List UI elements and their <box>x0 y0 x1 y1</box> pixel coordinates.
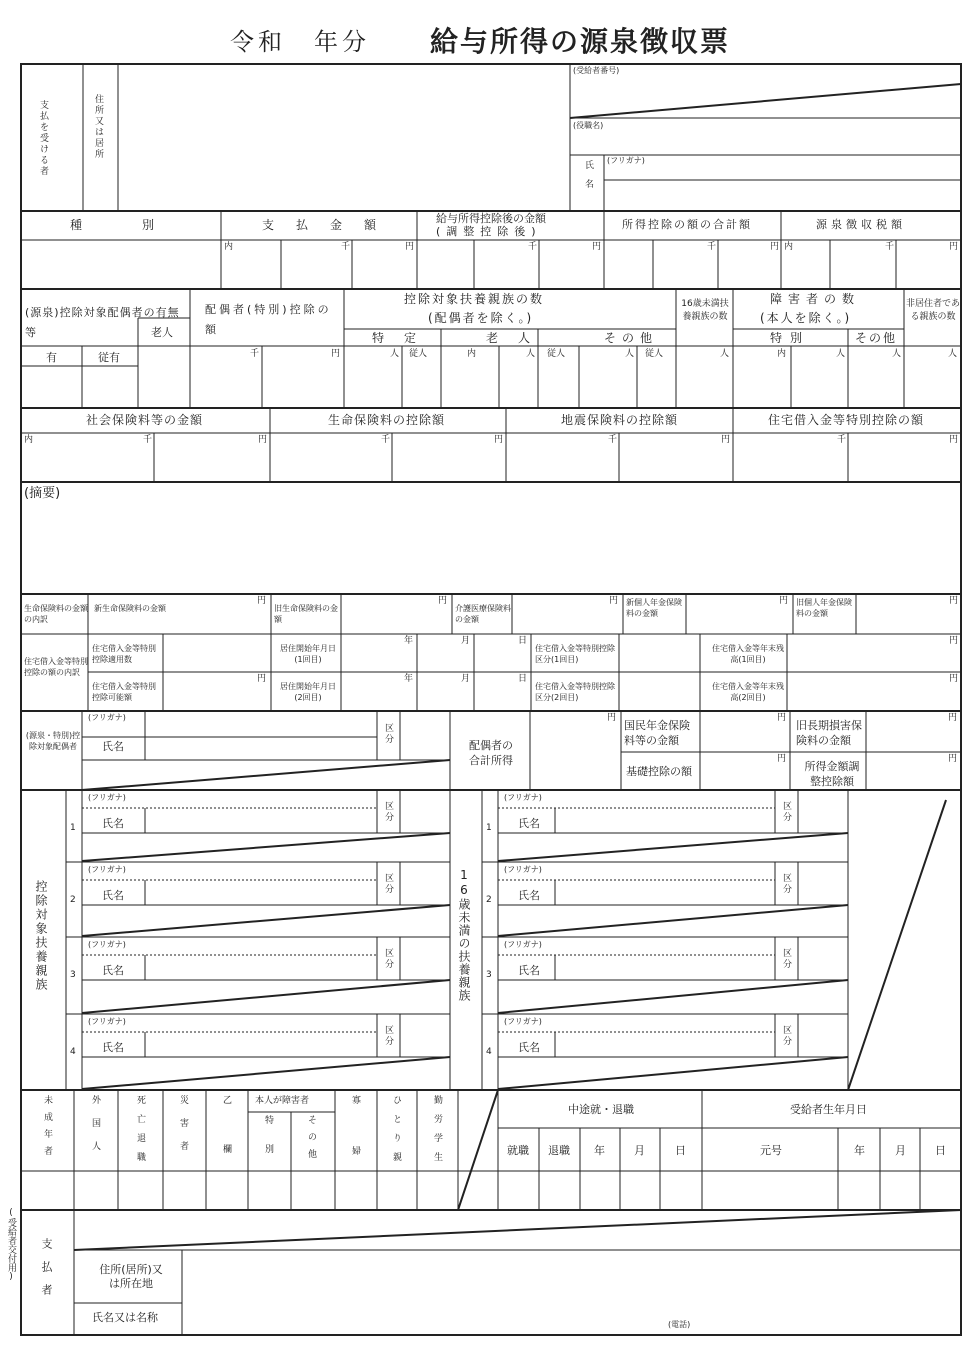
unit-person: 人 <box>526 349 536 359</box>
unit-yen: 円 <box>949 596 959 606</box>
dependent-name-label: 氏名 <box>102 1041 124 1054</box>
dependent-kubun-label: 区分 <box>383 801 393 823</box>
old-pension-label: 旧個人年金保険料の金額 <box>796 598 852 618</box>
life-insurance-header: 生命保険料の控除額 <box>328 413 446 427</box>
unit-yen: 円 <box>721 435 731 445</box>
income-adjust-label: 所得金額調整控除額 <box>804 760 860 788</box>
unit-yen: 円 <box>258 435 268 445</box>
dependents-sub: (配偶者を除く。) <box>428 311 534 325</box>
national-pension-label: 国民年金保険料等の金額 <box>624 719 690 747</box>
flag-death-retire: 死亡退職 <box>135 1095 145 1171</box>
dependents-other: その他 <box>604 331 659 345</box>
midyear-employed: 就職 <box>507 1144 529 1157</box>
recipient-number-label: (受給者番号) <box>573 66 620 75</box>
disabled-special: 特別 <box>770 331 811 345</box>
dependent-furigana-label: (フリガナ) <box>88 793 126 802</box>
dependent-furigana-label: (フリガナ) <box>504 1017 542 1026</box>
care-insurance-label: 介護医療保険料の金額 <box>455 604 511 624</box>
unit-month: 月 <box>461 674 471 684</box>
unit-person: 人 <box>625 349 635 359</box>
unit-thousand: 千 <box>381 435 391 445</box>
recipient-address-label: 住所又は居所 <box>93 94 103 160</box>
dependent-furigana-label: (フリガナ) <box>88 940 126 949</box>
payer-name-label: 氏名又は名称 <box>92 1311 158 1324</box>
dependent-kubun-label: 区分 <box>383 1025 393 1047</box>
payment-header: 支払金額 <box>262 218 399 232</box>
housing-detail-label: 住宅借入金等特別控除の額の内訳 <box>24 657 88 677</box>
form-title: 給与所得の源泉徴収票 <box>430 25 731 58</box>
recipient-furigana-label: (フリガナ) <box>607 156 645 165</box>
unit-dependent: 従人 <box>409 349 428 359</box>
dependent-name-label: 氏名 <box>102 817 124 830</box>
unit-yen: 円 <box>777 713 787 723</box>
unit-person: 人 <box>892 349 902 359</box>
flag-disabled-special: 特別 <box>263 1115 273 1173</box>
dependent-name-label: 氏名 <box>518 1041 540 1054</box>
unit-inner: 内 <box>24 435 34 445</box>
midyear-month: 月 <box>634 1144 645 1157</box>
dependent-kubun-label: 区分 <box>383 948 393 970</box>
housing-start1-label: 居住開始年月日(1回目) <box>280 644 336 664</box>
spouse-furigana-label: (フリガナ) <box>88 713 126 722</box>
kind-header: 種別 <box>70 218 215 232</box>
old-life-label: 旧生命保険料の金額 <box>274 604 338 624</box>
housing-balance2-label: 住宅借入金等年末残高(2回目) <box>712 682 784 702</box>
unit-month: 月 <box>461 636 471 646</box>
withholding-header: 源泉徴収税額 <box>816 218 906 231</box>
unit-year: 年 <box>404 636 414 646</box>
dependent-name-label: 氏名 <box>518 889 540 902</box>
unit-yen: 円 <box>770 242 780 252</box>
under16-row-number: 4 <box>486 1047 492 1057</box>
under16-row-number: 3 <box>486 970 492 980</box>
spouse-detail-label: (源泉・特別)控除対象配偶者 <box>25 731 81 751</box>
unit-yen: 円 <box>949 242 959 252</box>
midyear-year: 年 <box>594 1144 605 1157</box>
dependent-row-number: 4 <box>70 1047 76 1057</box>
total-deduction-header: 所得控除の額の合計額 <box>622 218 752 231</box>
disabled-other: その他 <box>855 331 898 345</box>
unit-day: 日 <box>518 674 528 684</box>
dependents-elderly: 老人 <box>486 331 551 345</box>
unit-thousand: 千 <box>707 242 717 252</box>
under16-header: 16歳未満扶養親族の数 <box>681 299 729 322</box>
new-life-label: 新生命保険料の金額 <box>94 604 166 613</box>
payer-phone-label: (電話) <box>668 1320 691 1329</box>
flag-minor: 未成年者 <box>42 1095 52 1163</box>
dependent-name-label: 氏名 <box>518 817 540 830</box>
dependent-row-number: 2 <box>70 895 76 905</box>
spouse-kubun-label: 区分 <box>383 723 393 745</box>
midyear-day: 日 <box>675 1144 686 1157</box>
unit-yen: 円 <box>949 435 959 445</box>
form-border <box>21 64 961 1335</box>
disabled-header: 障害者の数 <box>770 292 861 306</box>
unit-exists: 有 <box>46 351 57 364</box>
basic-deduction-label: 基礎控除の額 <box>626 765 692 778</box>
housing-class1-label: 住宅借入金等特別控除区分(1回目) <box>535 644 615 664</box>
unit-thousand: 千 <box>837 435 847 445</box>
spouse-name-label: 氏名 <box>102 740 124 753</box>
dependent-row-number: 1 <box>70 823 76 833</box>
dependent-row-number: 3 <box>70 970 76 980</box>
new-pension-label: 新個人年金保険料の金額 <box>626 598 682 618</box>
housing-possible-label: 住宅借入金等特別控除可能額 <box>92 682 156 702</box>
dependent-furigana-label: (フリガナ) <box>504 940 542 949</box>
unit-yen: 円 <box>257 674 267 684</box>
flag-foreign: 外国人 <box>90 1095 100 1164</box>
unit-yen: 円 <box>494 435 504 445</box>
unit-yen: 円 <box>257 596 267 606</box>
dependent-furigana-label: (フリガナ) <box>504 865 542 874</box>
summary-label: (摘要) <box>24 486 61 501</box>
housing-applicable-label: 住宅借入金等特別控除適用数 <box>92 644 156 664</box>
unit-yen: 円 <box>779 596 789 606</box>
dependents-list-label: 控除対象扶養親族 <box>34 880 48 992</box>
flag-disabled-self: 本人が障害者 <box>255 1096 310 1106</box>
unit-thousand: 千 <box>143 435 153 445</box>
unit-yen: 円 <box>607 713 617 723</box>
unit-inner: 内 <box>784 242 794 252</box>
unit-inner: 内 <box>467 349 477 359</box>
unit-inner: 内 <box>777 349 787 359</box>
under16-row-number: 1 <box>486 823 492 833</box>
unit-yen: 円 <box>331 349 341 359</box>
unit-thousand: 千 <box>608 435 618 445</box>
spouse-income-label: 配偶者の合計所得 <box>469 739 513 767</box>
recipient-position-label: (役職名) <box>573 121 604 130</box>
payer-label: 支払者 <box>40 1238 53 1307</box>
housing-deduction-header: 住宅借入金等特別控除の額 <box>768 413 925 427</box>
unit-dependent: 従人 <box>547 349 566 359</box>
birth-year: 年 <box>854 1144 865 1157</box>
housing-balance1-label: 住宅借入金等年末残高(1回目) <box>712 644 784 664</box>
spouse-elderly-header: 老人 <box>151 326 173 339</box>
unit-thousand: 千 <box>341 242 351 252</box>
life-detail-label: 生命保険料の金額の内訳 <box>24 604 88 624</box>
unit-yen: 円 <box>405 242 415 252</box>
copy-type-label: (受給者交付用) <box>6 1208 16 1282</box>
dependent-furigana-label: (フリガナ) <box>88 865 126 874</box>
unit-subordinate: 従有 <box>98 351 120 364</box>
birth-month: 月 <box>895 1144 906 1157</box>
dependent-kubun-label: 区分 <box>383 873 393 895</box>
recipient-section-label: 支払を受ける者 <box>38 100 48 177</box>
unit-thousand: 千 <box>528 242 538 252</box>
disabled-sub: (本人を除く。) <box>760 311 852 325</box>
midyear-retired: 退職 <box>548 1144 570 1157</box>
unit-yen: 円 <box>949 636 959 646</box>
dependents-specified: 特定 <box>372 331 437 345</box>
dependent-kubun-label: 区分 <box>781 948 791 970</box>
dependent-furigana-label: (フリガナ) <box>88 1017 126 1026</box>
dependent-furigana-label: (フリガナ) <box>504 793 542 802</box>
unit-yen: 円 <box>592 242 602 252</box>
flag-single-parent: ひとり親 <box>391 1095 401 1171</box>
unit-year: 年 <box>404 674 414 684</box>
flag-disabled-other: その他 <box>306 1115 316 1166</box>
unit-person: 人 <box>720 349 730 359</box>
flag-working-student: 勤労学生 <box>432 1095 442 1171</box>
flag-disaster: 災害者 <box>178 1095 188 1164</box>
unit-thousand: 千 <box>250 349 260 359</box>
earthquake-insurance-header: 地震保険料の控除額 <box>561 413 679 427</box>
after-deduction-header: 給与所得控除後の金額 <box>436 212 546 225</box>
flag-widow: 寡婦 <box>350 1095 360 1197</box>
housing-class2-label: 住宅借入金等特別控除区分(2回目) <box>535 682 615 702</box>
recipient-name-label: 氏名 <box>583 160 593 198</box>
under16-list-label: 16歳未満の扶養親族 <box>457 868 471 1002</box>
birth-era: 元号 <box>760 1144 782 1157</box>
birth-day: 日 <box>935 1144 946 1157</box>
flag-otsu: 乙欄 <box>221 1095 231 1193</box>
unit-yen: 円 <box>948 754 958 764</box>
housing-start2-label: 居住開始年月日(2回目) <box>280 682 336 702</box>
spouse-presence-header: (源泉)控除対象配偶者の有無等 <box>25 306 180 339</box>
under16-row-number: 2 <box>486 895 492 905</box>
dependent-name-label: 氏名 <box>518 964 540 977</box>
dependent-name-label: 氏名 <box>102 889 124 902</box>
dependent-name-label: 氏名 <box>102 964 124 977</box>
unit-person: 人 <box>390 349 400 359</box>
unit-yen: 円 <box>948 713 958 723</box>
unit-yen: 円 <box>777 754 787 764</box>
unit-inner: 内 <box>224 242 234 252</box>
unit-day: 日 <box>518 636 528 646</box>
unit-person: 人 <box>948 349 958 359</box>
unit-dependent: 従人 <box>645 349 664 359</box>
unit-yen: 円 <box>609 596 619 606</box>
form-era: 令和 年分 <box>230 28 370 56</box>
adjust-header: (調整控除後) <box>436 225 542 238</box>
midyear-header: 中途就・退職 <box>568 1103 634 1116</box>
dependent-kubun-label: 区分 <box>781 801 791 823</box>
dependent-kubun-label: 区分 <box>781 1025 791 1047</box>
unit-yen: 円 <box>438 596 448 606</box>
birth-header: 受給者生年月日 <box>790 1103 867 1116</box>
payer-address-label: 住所(居所)又は所在地 <box>99 1263 163 1290</box>
social-insurance-header: 社会保険料等の金額 <box>86 413 204 427</box>
unit-yen: 円 <box>949 674 959 684</box>
unit-person: 人 <box>836 349 846 359</box>
unit-thousand: 千 <box>885 242 895 252</box>
dependent-kubun-label: 区分 <box>781 873 791 895</box>
nonresident-header: 非居住者である親族の数 <box>906 299 961 322</box>
old-longterm-label: 旧長期損害保険料の金額 <box>796 719 862 747</box>
dependents-header: 控除対象扶養親族の数 <box>404 292 545 306</box>
spouse-deduction-header: 配偶者(特別)控除の額 <box>205 303 332 336</box>
